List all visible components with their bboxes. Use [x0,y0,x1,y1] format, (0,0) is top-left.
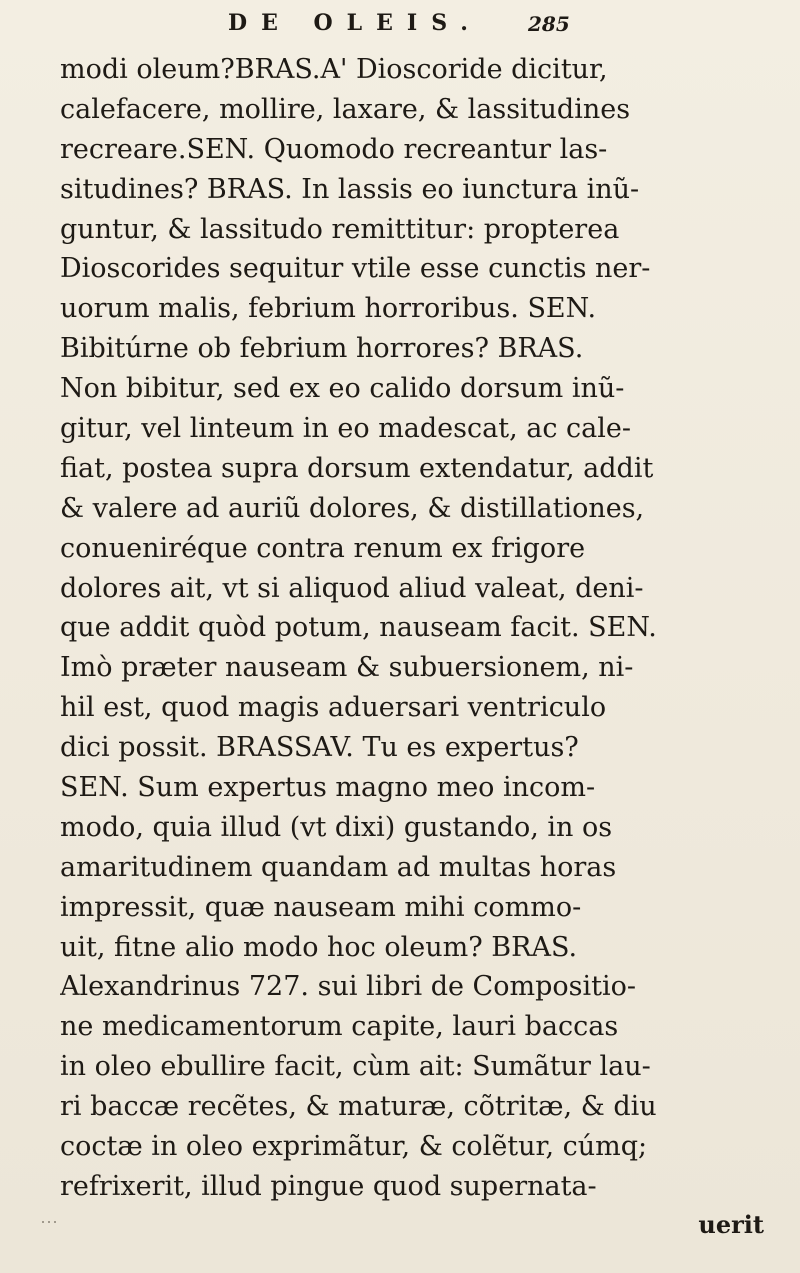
text-line: ne medicamentorum capite, lauri baccas [60,1011,619,1043]
text-line: recreare.SEN. Quomodo recreantur las- [60,133,608,165]
running-title: DE OLEIS. [228,10,482,36]
text-line: & valere ad auriũ dolores, & distillationes, [60,492,645,524]
running-head [0,6,800,46]
text-line: modi oleum?BRAS.A' Dioscoride dicitur, [60,54,608,85]
text-line: Bibitúrne ob febrium horrores? BRAS. [60,333,584,365]
text-line: Non bibitur, sed ex eo calido dorsum inũ- [60,373,625,405]
text-line: uit, fitne alio modo hoc oleum? BRAS. [60,931,578,963]
text-line: Dioscorides sequitur vtile esse cunctis ner- [60,253,651,285]
text-line: SEN. Sum expertus magno meo incom- [60,772,596,804]
ink-speck-decoration [40,1220,60,1224]
text-line: guntur, & lassitudo remittitur: propterea [60,213,620,245]
text-line: Alexandrinus 727. sui libri de Compositio- [60,971,636,1003]
text-line: dici possit. BRASSAV. Tu es expertus? [60,732,579,764]
page-number: 285 [528,12,570,36]
text-line: calefacere, mollire, laxare, & lassitudines [60,93,631,125]
text-line: uorum malis, febrium horroribus. SEN. [60,293,597,325]
text-line: Imò præter nauseam & subuersionem, ni- [60,652,634,684]
catchword: uerit [698,1210,764,1239]
text-line: hil est, quod magis aduersari ventriculo [60,692,607,724]
text-line: modo, quia illud (vt dixi) gustando, in os [60,811,613,843]
text-line: ri baccæ recẽtes, & maturæ, cõtritæ, & diu [60,1091,657,1123]
text-line: dolores ait, vt si aliquod aliud valeat, deni- [60,572,644,604]
text-line: impressit, quæ nauseam mihi commo- [60,891,582,923]
text-line: conueniréque contra renum ex frigore [60,532,586,564]
text-line: amaritudinem quandam ad multas horas [60,851,617,883]
text-line: situdines? BRAS. In lassis eo iunctura inũ- [60,173,640,205]
text-line: refrixerit, illud pingue quod supernata- [60,1170,597,1202]
text-line: coctæ in oleo exprimãtur, & colẽtur, cúmq; [60,1131,648,1163]
text-line: fiat, postea supra dorsum extendatur, addit [60,452,654,484]
text-line: in oleo ebullire facit, cùm ait: Sumãtur lau- [60,1051,651,1083]
body-text [60,50,760,1207]
text-line: gitur, vel linteum in eo madescat, ac cale- [60,413,632,445]
text-line: que addit quòd potum, nauseam facit. SEN. [60,612,657,644]
